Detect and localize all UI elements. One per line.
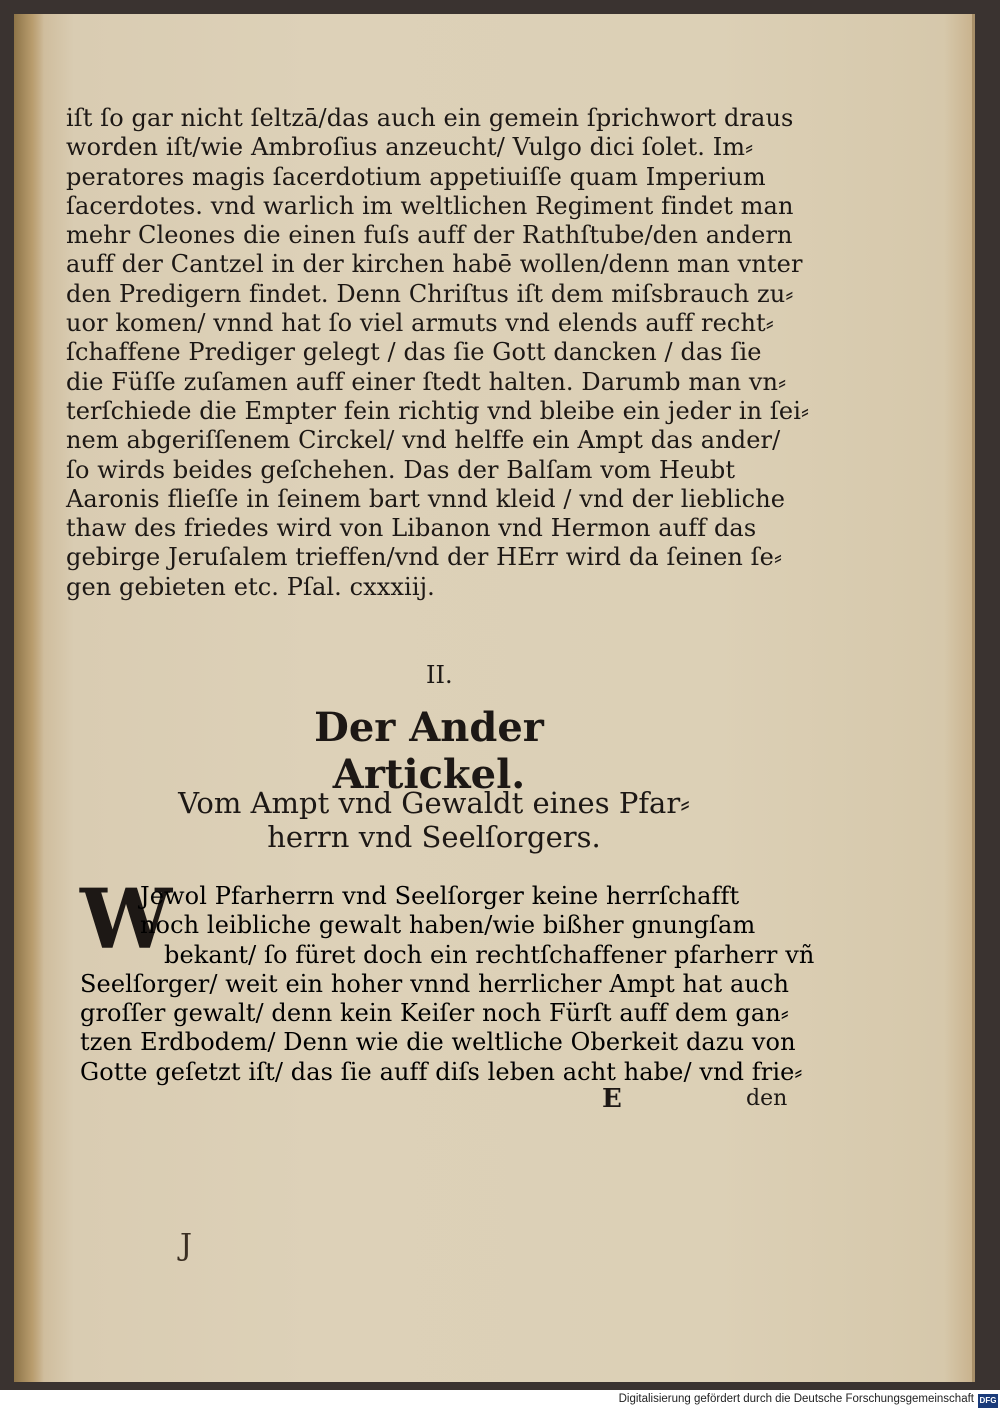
drop-cap: W [80, 872, 173, 968]
page-gutter [14, 14, 44, 1382]
text-line: uor komen/ vnnd hat ſo viel armuts vnd elends auff recht⸗ [66, 309, 774, 338]
text-line: groſſer gewalt/ denn kein Keiſer noch Fürſt auff dem gan⸗ [80, 999, 789, 1028]
text-line: Gotte geſetzt iſt/ das ſie auff diſs leben acht habe/ vnd frie⸗ [80, 1057, 803, 1086]
text-line: bekant/ ſo füret doch ein rechtſchaffener pfarherr vñ [164, 940, 815, 969]
text-line: gebirge Jeruſalem trieffen/vnd der HErr wird da ſeinen ſe⸗ [66, 543, 783, 572]
subheading-line: herrn vnd Seelſorgers. [267, 820, 601, 854]
paragraph-2 [80, 872, 815, 1087]
text-line: thaw des friedes wird von Libanon vnd Hermon auff das [66, 514, 757, 543]
text-line: iſt ſo gar nicht ſeltzā/das auch ein gemein ſprichwort draus [66, 104, 794, 132]
text-line: tzen Erdbodem/ Denn wie die weltliche Oberkeit dazu von [80, 1028, 796, 1057]
dfg-logo-icon: DFG [978, 1394, 998, 1408]
text-line: gen gebieten etc. Pſal. cxxxiij. [66, 572, 435, 601]
text-line: ſacerdotes. vnd warlich im weltlichen Regiment findet man [66, 191, 794, 220]
text-line: mehr Cleones die einen fuſs auff der Rathſtube/den andern [66, 221, 793, 250]
paragraph-1 [66, 104, 810, 602]
text-line: peratores magis ſacerdotium appetiuiſſe quam Imperium [66, 162, 766, 191]
text-line: Aaronis flieſſe in ſeinem bart vnnd kleid / vnd der liebliche [66, 484, 786, 513]
catchword: den [746, 1086, 788, 1111]
text-line: nem abgeriſſenem Circkel/ vnd helffe ein Ampt das ander/ [66, 426, 781, 455]
article-heading: Der Ander Artickel. [314, 704, 544, 798]
digitization-credit: Digitalisierung gefördert durch die Deutsche Forschungsgemeinschaft [618, 1393, 974, 1405]
text-line: ſo wirds beides geſchehen. Das der Balſam vom Heubt [66, 455, 736, 484]
signature-mark: E [602, 1084, 622, 1114]
text-line: noch leibliche gewalt haben/wie bißher gnungſam [140, 911, 756, 940]
text-line: ſchaffene Prediger gelegt / das ſie Gott dancken / das ſie [66, 338, 762, 367]
text-line: worden iſt/wie Ambroſius anzeucht/ Vulgo dici ſolet. Im⸗ [66, 133, 754, 162]
text-line: auff der Cantzel in der kirchen habē wollen/denn man vnter [66, 250, 803, 279]
article-subheading [84, 786, 784, 854]
text-line: die Füſſe zuſamen auff einer ſtedt halten. Darumb man vn⸗ [66, 367, 787, 396]
subheading-line: Vom Ampt vnd Gewaldt eines Pfar⸗ [178, 786, 690, 820]
text-line: Jewol Pfarherrn vnd Seelſorger keine herrſchafft [140, 882, 740, 910]
margin-mark: J [180, 1228, 193, 1263]
text-line: terſchiede die Empter fein richtig vnd bleibe ein jeder in ſei⸗ [66, 396, 810, 425]
text-line: den Predigern findet. Denn Chriſtus iſt dem miſsbrauch zu⸗ [66, 279, 794, 308]
book-page [14, 14, 975, 1382]
section-number: II. [426, 661, 453, 689]
text-line: Seelſorger/ weit ein hoher vnnd herrlicher Ampt hat auch [80, 969, 790, 998]
